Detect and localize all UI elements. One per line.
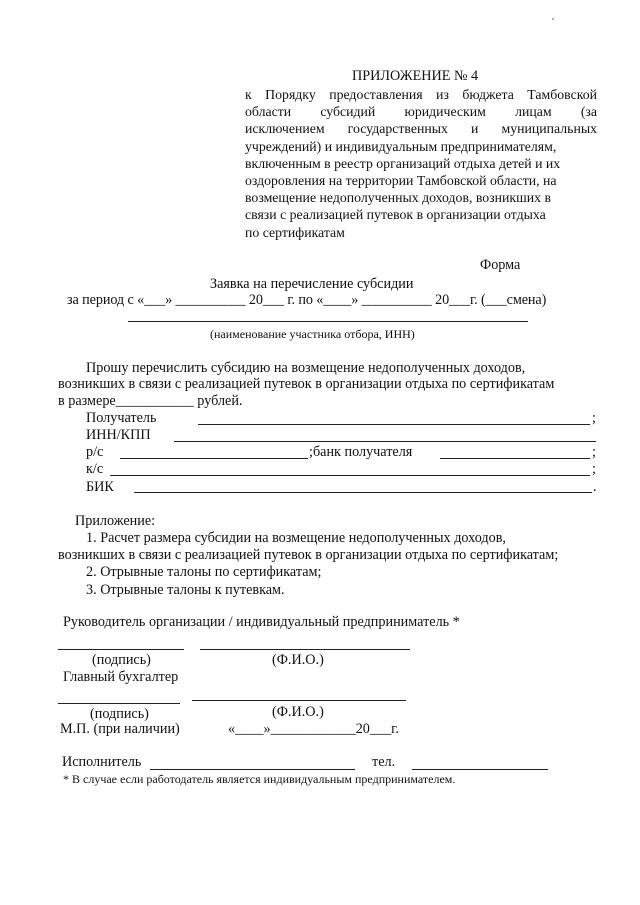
accountant-fio-line[interactable] xyxy=(192,700,406,701)
appendix-line: исключением государственных и муниципальных xyxy=(245,121,597,137)
fio-caption: (Ф.И.О.) xyxy=(272,652,324,668)
form-label: Форма xyxy=(480,257,521,273)
recipient-field[interactable] xyxy=(198,424,590,425)
corr-account-label: к/с xyxy=(86,461,104,477)
request-line-3: в размере___________ рублей. xyxy=(58,393,243,409)
appendix-line: связи с реализацией путевок в организации отдыха xyxy=(245,207,546,223)
account-label: р/с xyxy=(86,444,104,460)
executor-field[interactable] xyxy=(150,769,355,770)
attachment-item-1: 1. Расчет размера субсидии на возмещение недополученных доходов, xyxy=(86,530,506,546)
fio-caption: (Ф.И.О.) xyxy=(272,704,324,720)
separator: ; xyxy=(592,410,596,426)
appendix-line: оздоровления на территории Тамбовской области, на xyxy=(245,172,557,188)
bank-label: ;банк получателя xyxy=(309,444,413,460)
corr-account-field[interactable] xyxy=(110,475,590,476)
attachment-item-2: 2. Отрывные талоны по сертификатам; xyxy=(86,564,322,580)
bank-field[interactable] xyxy=(440,458,590,459)
attachments-heading: Приложение: xyxy=(75,513,156,529)
request-line-1: Прошу перечислить субсидию на возмещение недополученных доходов, xyxy=(86,360,526,376)
end-mark: . xyxy=(593,479,597,495)
phone-field[interactable] xyxy=(412,769,548,770)
chief-accountant-label: Главный бухгалтер xyxy=(63,669,179,685)
phone-label: тел. xyxy=(372,754,396,770)
inn-kpp-label: ИНН/КПП xyxy=(86,427,151,443)
appendix-line: к Порядку предоставления из бюджета Тамбовской xyxy=(245,87,597,102)
appendix-line: включенным в реестр организаций отдыха детей и их xyxy=(245,155,561,171)
separator: ; xyxy=(592,461,596,477)
head-signature-line[interactable] xyxy=(58,649,184,650)
executor-label: Исполнитель xyxy=(62,754,142,770)
head-signature-label: Руководитель организации / индивидуальный предприниматель * xyxy=(63,614,460,630)
appendix-line: возмещение недополученных доходов, возникших в xyxy=(245,190,551,206)
attachment-item-3: 3. Отрывные талоны к путевкам. xyxy=(86,582,285,598)
footnote: * В случае если работодатель является индивидуальным предпринимателем. xyxy=(63,772,456,786)
appendix-title: ПРИЛОЖЕНИЕ № 4 xyxy=(352,68,479,84)
signature-caption: (подпись) xyxy=(90,706,149,722)
appendix-line: учреждений) и индивидуальным предпринимателям, xyxy=(245,138,557,154)
separator: ; xyxy=(592,444,596,460)
participant-name-line xyxy=(128,321,528,322)
bik-label: БИК xyxy=(86,479,114,495)
head-fio-line[interactable] xyxy=(200,649,410,650)
recipient-label: Получатель xyxy=(86,410,157,426)
period-line: за период с «___» __________ 20___ г. по «____» __________ 20___г. (___смена) xyxy=(67,292,547,308)
accountant-signature-line[interactable] xyxy=(58,703,180,704)
bik-field[interactable] xyxy=(134,492,592,493)
date-line: «____»____________20___г. xyxy=(228,721,399,737)
participant-caption: (наименование участника отбора, ИНН) xyxy=(210,327,415,341)
appendix-reference xyxy=(245,86,597,241)
account-field[interactable] xyxy=(120,458,308,459)
appendix-line: области субсидий юридическим лицам (за xyxy=(245,104,597,120)
inn-kpp-field[interactable] xyxy=(174,441,596,442)
stamp-label: М.П. (при наличии) xyxy=(60,721,180,737)
form-title: Заявка на перечисление субсидии xyxy=(210,276,414,292)
appendix-line: по сертификатам xyxy=(245,224,345,240)
scan-speck xyxy=(552,18,554,20)
signature-caption: (подпись) xyxy=(92,652,151,668)
attachment-item-1-cont: возникших в связи с реализацией путевок в организации отдыха по сертификатам; xyxy=(58,547,559,563)
request-line-2: возникших в связи с реализацией путевок в организации отдыха по сертификатам xyxy=(58,376,555,392)
